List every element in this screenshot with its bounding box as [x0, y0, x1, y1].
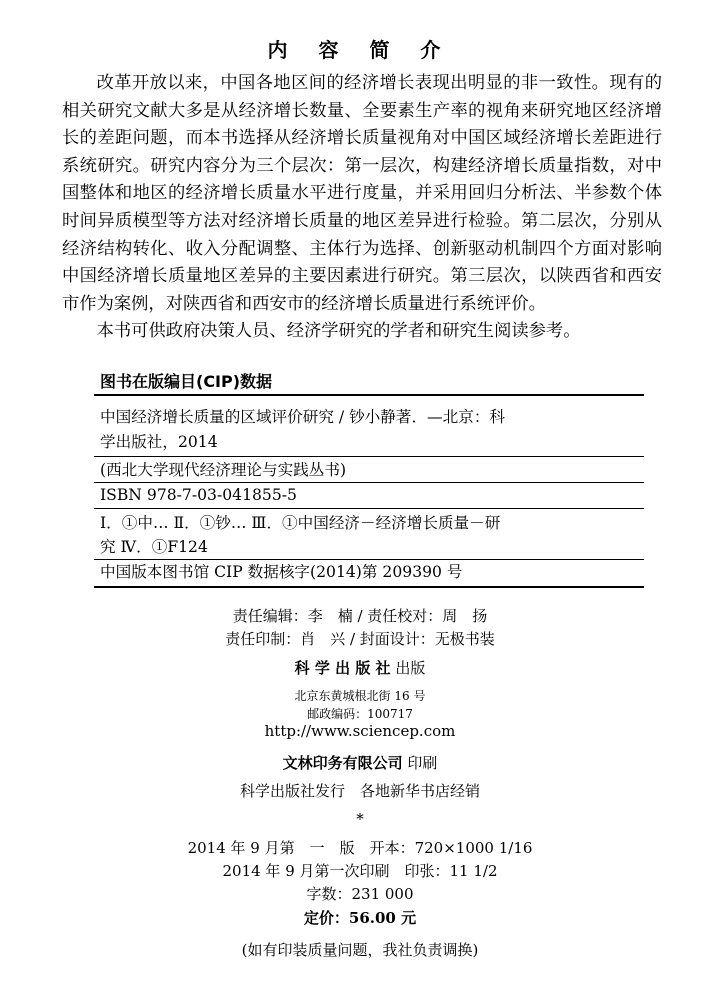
cip-isbn: ISBN 978-7-03-041855-5	[100, 486, 297, 504]
website-url: http://www.sciencep.com	[264, 722, 456, 740]
publisher-suffix: 出版	[395, 659, 426, 677]
printer-suffix: 印刷	[407, 754, 438, 772]
cip-divider	[94, 508, 644, 509]
postcode-line: 邮政编码：100717	[307, 707, 413, 721]
cip-series: (西北大学现代经济理论与实践丛书)	[100, 461, 347, 479]
printer-line	[0, 752, 720, 773]
abstract-paragraph-1: 改革开放以来，中国各地区间的经济增长表现出明显的非一致性。现有的相关研究文献大多是从经济增长数量、全要素生产率的视角来研究地区经济增长的差距问题，而本书选择从经济增长质量视角对中国区域经济增长差距进行系统研究。研究内容分为三个层次：第一层次，构建经济增长质量指数，对中国整体和地区的经济增长质量水平进行度量，并采用回归分析法、半参数个体时间异质模型等方法对经济增长质量的地区差异进行检验。第二层次，分别从经济结构转化、收入分配调整、主体行为选择、创新驱动机制四个方面对影响中国经济增长质量地区差异的主要因素进行研究。第三层次，以陕西省和西安市作为案例，对陕西省和西安市的经济增长质量进行系统评价。	[62, 73, 662, 314]
printer-name: 文林印务有限公司	[282, 754, 403, 772]
cip-title-line-cont: 学出版社，2014	[100, 433, 218, 451]
editors-line: 责任编辑：李 楠 / 责任校对：周 扬	[232, 607, 488, 625]
price-line: 定价：56.00 元	[303, 909, 417, 927]
separator-mark: *	[356, 810, 364, 828]
abstract-paragraph-2: 本书可供政府决策人员、经济学研究的学者和研究生阅读参考。	[96, 321, 581, 342]
cip-heading: 图书在版编目(CIP)数据	[100, 372, 273, 391]
cip-title-line: 中国经济增长质量的区域评价研究 / 钞小静著．—北京：科	[100, 408, 506, 426]
edition-line: 2014 年 9 月第 一 版 开本：720×1000 1/16	[187, 839, 533, 857]
cip-classification-cont: 究 Ⅳ．①F124	[100, 538, 208, 556]
printing-line: 2014 年 9 月第一次印刷 印张：11 1/2	[222, 862, 498, 880]
cip-classification: Ⅰ．①中… Ⅱ．①钞… Ⅲ．①中国经济－经济增长质量－研	[100, 514, 501, 532]
abstract-section	[62, 70, 662, 346]
distribution-line: 科学出版社发行 各地新华书店经销	[239, 782, 480, 800]
cip-record: 中国版本图书馆 CIP 数据核字(2014)第 209390 号	[100, 563, 463, 581]
publisher-line	[0, 657, 720, 678]
word-count: 字数：231 000	[306, 885, 414, 903]
page-title: 内 容 简 介	[267, 38, 453, 62]
notice-line: (如有印装质量问题，我社负责调换)	[241, 941, 479, 959]
publisher-name: 科 学 出 版 社	[294, 659, 391, 677]
printing-design-line: 责任印制：肖 兴 / 封面设计：无极书装	[225, 630, 495, 648]
address-line: 北京东黄城根北街 16 号	[294, 689, 426, 703]
